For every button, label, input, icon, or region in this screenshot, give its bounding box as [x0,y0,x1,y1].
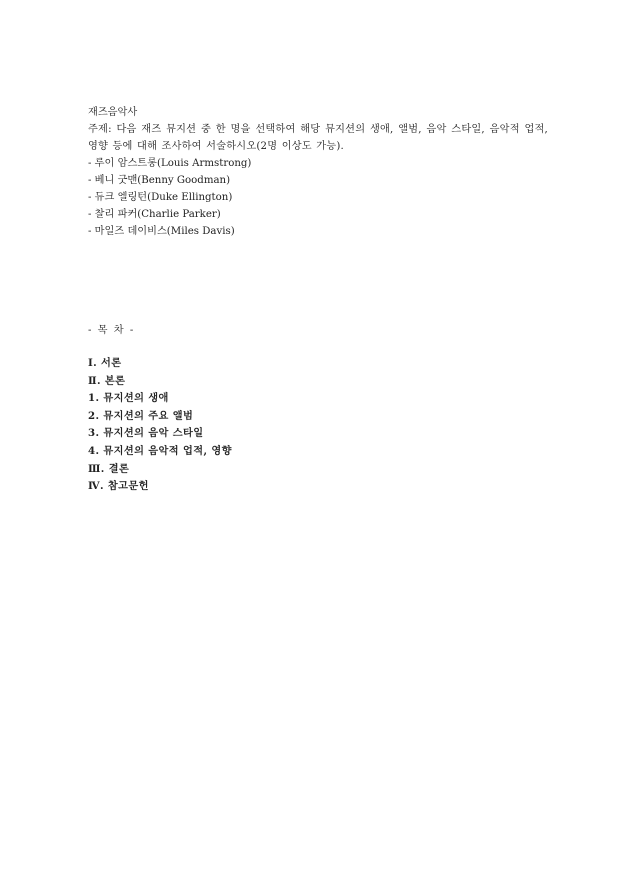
toc-item-achievements: 4. 뮤지션의 음악적 업적, 영향 [88,444,232,457]
musician-item: - 찰리 파커(Charlie Parker) [88,209,221,220]
document-title: 재즈음악사 [88,107,138,118]
musician-item: - 베니 굿맨(Benny Goodman) [88,175,231,186]
assignment-block [88,104,548,240]
musician-item: - 루이 암스트롱(Louis Armstrong) [88,158,252,169]
musician-item: - 듀크 엘링턴(Duke Ellington) [88,192,233,203]
toc-item-life: 1. 뮤지션의 생애 [88,392,169,405]
toc-item-references: Ⅳ. 참고문헌 [88,480,149,493]
toc-item-albums: 2. 뮤지션의 주요 앨범 [88,409,194,422]
table-of-contents [88,355,232,496]
toc-item-introduction: Ⅰ. 서론 [88,357,122,369]
toc-item-style: 3. 뮤지션의 음악 스타일 [88,427,204,440]
musician-item: - 마일즈 데이비스(Miles Davis) [88,226,235,237]
toc-item-conclusion: Ⅲ. 결론 [88,462,130,475]
toc-heading: - 목 차 - [88,325,135,336]
toc-item-body: Ⅱ. 본론 [88,374,126,387]
assignment-topic: 주제: 다음 재즈 뮤지션 중 한 명을 선택하여 해당 뮤지션의 생애, 앨범, 음악 스타일, 음악적 업적, 영향 등에 대해 조사하여 서술하시오(2명 이상도 가능). [88,124,548,152]
